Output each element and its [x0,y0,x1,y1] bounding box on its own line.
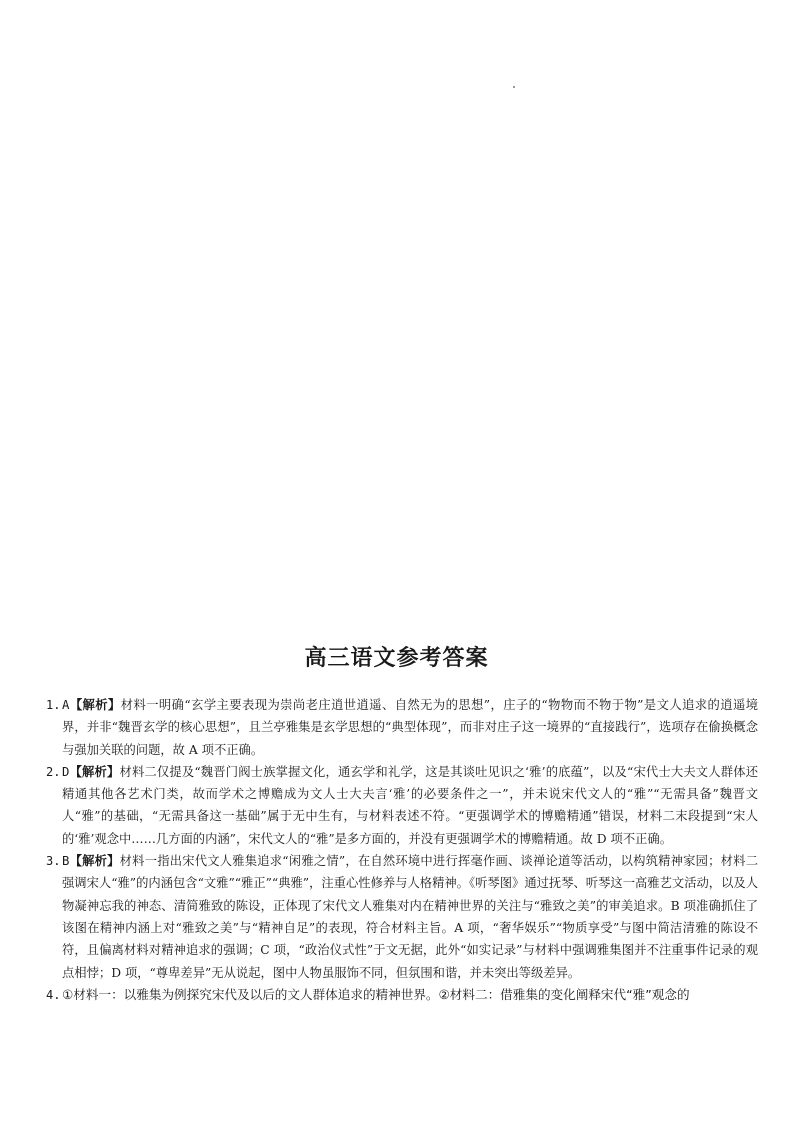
answer-text: 材料一指出宋代文人雅集追求“闲雅之情”，在自然环境中进行挥毫作画、谈禅论道等活动，以构筑精神家园；材料二强调宋人“雅”的内涵包含“文雅”“雅正”“典雅”，注重心性修养与人格精神。《听琴图》通过抚琴、听琴这一高雅艺文活动，以及人物凝神忘我的神态、清简雅致的陈设，正体现了宋代文人雅集对内在精神世界的关注与“雅致之美”的审美追求。B 项准确抓住了该图在精神内涵上对“雅致之美”与“精神自足”的表现，符合材料主旨。A 项，“奢华娱乐”“物质享受”与图中简洁清雅的陈设不符，且偏离材料对精神追求的强调；C 项，“政治仪式性”于文无据，此外“如实记录”与材料中强调雅集图并不注重事件记录的观点相悖；D 项，“尊卑差异”无从说起，图中人物虽服饰不同，但氛围和谐，并未突出等级差异。 [62,854,758,980]
answer-number: 2. [46,764,61,779]
answer-item-3 [46,850,758,984]
answer-list [46,694,758,1006]
answer-text: 材料二仅提及“魏晋门阀士族掌握文化，通玄学和礼学，这是其谈吐见识之‘雅’的底蕴”，以及“宋代士大夫文人群体还精通其他各艺术门类，故而学术之博赡成为文人士大夫言‘雅’的必要条件之一”，并未说宋代文人的“雅”“无需具备”魏晋文人“雅”的基础，“无需具备这一基础”属于无中生有，与材料表述不符。“更强调学术的博赡精通”错误，材料二末段提到“宋人的‘雅’观念中……几方面的内涵”，宋代文人的“雅”是多方面的，并没有更强调学术的博赡精通。故 D 项不正确。 [62,764,758,846]
answer-option: B [62,854,70,869]
answer-text: 材料一明确“玄学主要表现为崇尚老庄逍世逍遥、自然无为的思想”，庄子的“物物而不物于物”是文人追求的逍遥境界，并非“魏晋玄学的核心思想”，且兰亭雅集是玄学思想的“典型体现”，而非对庄子这一境界的“直接践行”，选项存在偷换概念与强加关联的问题，故 A 项不正确。 [62,698,758,757]
answer-text: ①材料一：以雅集为例探究宋代及以后的文人群体追求的精神世界。②材料二：借雅集的变化阐释宋代“雅”观念的 [62,986,690,1002]
analysis-tag: 【解析】 [69,764,120,779]
answer-number: 3. [46,854,61,869]
analysis-tag: 【解析】 [69,698,121,712]
page-title: 高三语文参考答案 [304,646,489,671]
answer-option: A [62,698,70,712]
answer-item-2 [46,761,758,850]
answer-number: 1. [46,698,61,712]
answer-option: D [62,764,70,779]
analysis-tag: 【解析】 [69,854,120,869]
answer-number: 4. [46,987,61,1002]
answer-item-4 [46,984,758,1006]
answer-item-1 [46,694,758,761]
scan-speck [513,86,515,88]
